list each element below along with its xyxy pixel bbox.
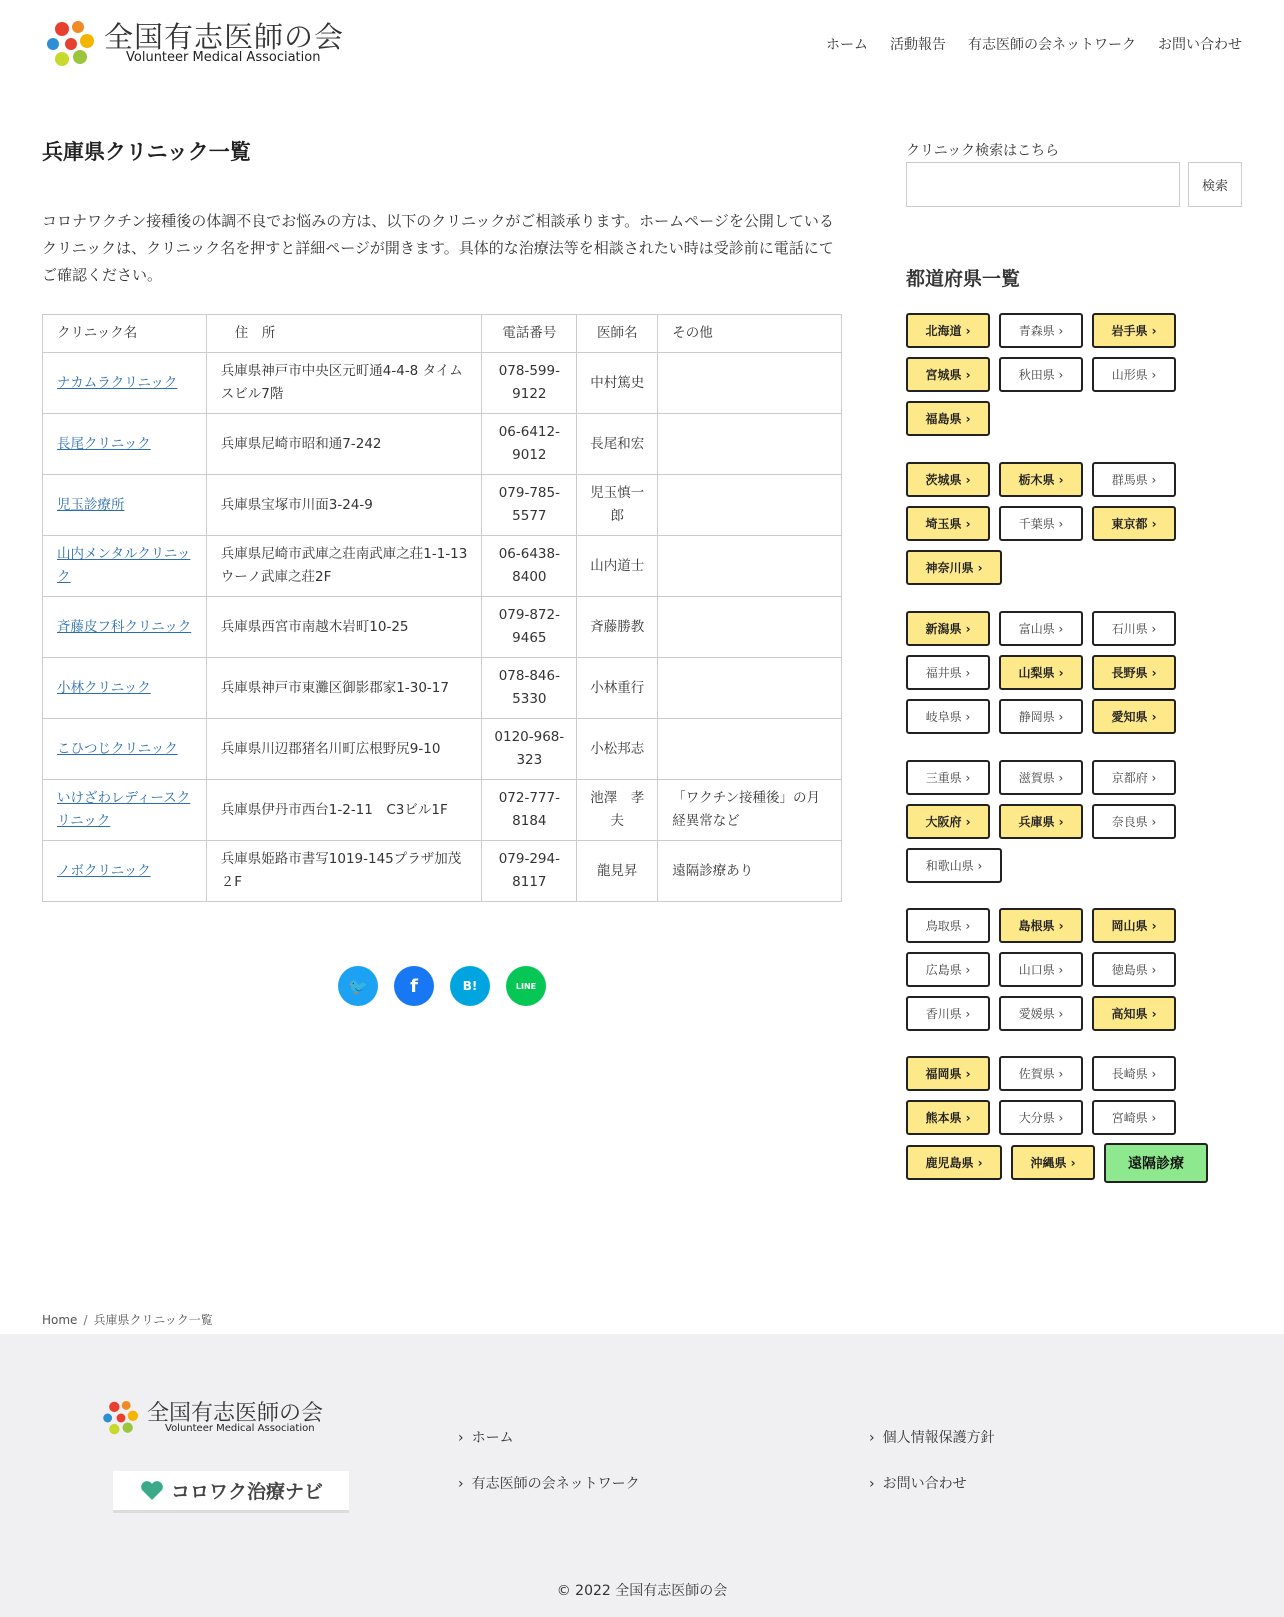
clinic-name-link-cell	[43, 414, 207, 475]
prefecture-button[interactable]: 大阪府 ›	[906, 804, 990, 839]
table-row	[43, 658, 842, 719]
prefecture-button[interactable]: 愛知県 ›	[1092, 699, 1176, 734]
clinic-doctor: 斉藤勝教	[590, 618, 645, 635]
table-row	[43, 536, 842, 597]
footer-link-network[interactable]	[458, 1473, 640, 1493]
prefecture-button[interactable]: 山口県 ›	[999, 952, 1083, 987]
prefecture-button[interactable]: 愛媛県 ›	[999, 996, 1083, 1031]
clinic-doctor: 池澤 孝夫	[590, 790, 645, 829]
clinic-other-cell	[658, 597, 842, 658]
clinic-doctor: 長尾和宏	[590, 435, 645, 452]
clinic-name-link-cell	[43, 841, 207, 902]
line-icon[interactable]	[506, 966, 546, 1006]
clinic-address: 兵庫県神戸市東灘区御影郡家1-30-17	[220, 679, 449, 696]
clinic-address-cell	[206, 597, 482, 658]
prefecture-button[interactable]: 埼玉県 ›	[906, 506, 990, 541]
clinic-name-link[interactable]: ナカムラクリニック	[57, 374, 178, 391]
clinic-phone: 06-6412-9012	[498, 424, 560, 463]
search-button[interactable]: 検索	[1188, 162, 1242, 207]
clinic-name-link-cell	[43, 658, 207, 719]
clinic-doctor: 小林重行	[590, 679, 645, 696]
clinic-address: 兵庫県西宮市南越木岩町10-25	[220, 618, 409, 635]
prefecture-button[interactable]: 広島県 ›	[906, 952, 990, 987]
prefecture-button[interactable]: 千葉県 ›	[999, 506, 1083, 541]
table-row	[43, 597, 842, 658]
header-doctor: 医師名	[577, 315, 658, 353]
clinic-phone-cell	[482, 597, 577, 658]
clinic-address: 兵庫県尼崎市昭和通7-242	[220, 435, 382, 452]
nav-network[interactable]: 有志医師の会ネットワーク	[968, 37, 1136, 53]
clinic-phone: 078-846-5330	[498, 668, 560, 707]
nav-home[interactable]: ホーム	[826, 37, 868, 53]
prefecture-button[interactable]: 秋田県 ›	[999, 357, 1083, 392]
clinic-address: 兵庫県尼崎市武庫之荘南武庫之荘1-1-13ウーノ武庫之荘2F	[220, 546, 468, 585]
prefecture-button[interactable]: 岡山県 ›	[1092, 908, 1176, 943]
clinic-name-link-cell	[43, 353, 207, 414]
clinic-address-cell	[206, 475, 482, 536]
breadcrumb	[42, 1311, 213, 1328]
clinic-doctor-cell	[577, 719, 658, 780]
prefecture-button[interactable]: 山形県 ›	[1092, 357, 1176, 392]
clinic-address: 兵庫県伊丹市西台1-2-11 C3ビル1F	[220, 801, 448, 818]
clinic-address-cell	[206, 658, 482, 719]
prefecture-button[interactable]: 長崎県 ›	[1092, 1056, 1176, 1091]
prefecture-button[interactable]: 栃木県 ›	[999, 462, 1083, 497]
site-footer	[0, 1334, 1284, 1617]
search-input[interactable]	[906, 162, 1180, 207]
clinic-other-cell	[658, 658, 842, 719]
clinic-address-cell	[206, 841, 482, 902]
prefecture-button[interactable]: 富山県 ›	[999, 611, 1083, 646]
logo-mark-icon	[44, 17, 98, 71]
clinic-other-cell	[658, 780, 842, 841]
clinic-phone: 079-872-9465	[498, 607, 560, 646]
prefecture-button[interactable]: 和歌山県 ›	[906, 848, 1002, 883]
site-header	[0, 0, 1284, 90]
clinic-doctor: 児玉慎一郎	[590, 485, 645, 524]
nav-contact[interactable]: お問い合わせ	[1158, 37, 1242, 53]
prefecture-list-title: 都道府県一覧	[906, 268, 1021, 290]
clinic-phone-cell	[482, 536, 577, 597]
facebook-glyph: f	[410, 975, 418, 997]
heart-icon	[139, 1480, 165, 1502]
prefecture-button[interactable]: 滋賀県 ›	[999, 760, 1083, 795]
clinic-phone: 0120-968-323	[494, 729, 565, 768]
clinic-address: 兵庫県姫路市書写1019-145プラザ加茂２F	[220, 851, 462, 890]
prefecture-button[interactable]: 福島県 ›	[906, 401, 990, 436]
prefecture-button[interactable]: 福岡県 ›	[906, 1056, 990, 1091]
clinic-address-cell	[206, 536, 482, 597]
prefecture-button[interactable]: 群馬県 ›	[1092, 462, 1176, 497]
prefecture-button[interactable]: 静岡県 ›	[999, 699, 1083, 734]
prefecture-button[interactable]: 島根県 ›	[999, 908, 1083, 943]
chevron-right-icon: ›	[458, 1430, 464, 1446]
prefecture-button[interactable]: 徳島県 ›	[1092, 952, 1176, 987]
table-row	[43, 353, 842, 414]
prefecture-button[interactable]: 神奈川県 ›	[906, 550, 1002, 585]
clinic-name-link[interactable]: 児玉診療所	[57, 496, 125, 513]
site-logo[interactable]	[44, 15, 364, 71]
clinic-name-link-cell	[43, 536, 207, 597]
clinic-name-link[interactable]: 小林クリニック	[57, 679, 151, 696]
prefecture-button[interactable]: 東京都 ›	[1092, 506, 1176, 541]
table-row	[43, 841, 842, 902]
footer-link-contact[interactable]	[869, 1473, 967, 1493]
logo-subtitle: Volunteer Medical Association	[126, 50, 321, 65]
prefecture-button[interactable]: 宮城県 ›	[906, 357, 990, 392]
twitter-icon[interactable]	[338, 966, 378, 1006]
clinic-address: 兵庫県宝塚市川面3-24-9	[220, 496, 373, 513]
clinic-phone: 078-599-9122	[498, 363, 560, 402]
corowaku-navi-banner[interactable]	[113, 1471, 349, 1513]
page-title: 兵庫県クリニック一覧	[42, 140, 251, 164]
remote-consultation-button[interactable]: 遠隔診療	[1104, 1143, 1208, 1183]
chevron-right-icon: ›	[458, 1476, 464, 1492]
prefecture-button[interactable]: 宮崎県 ›	[1092, 1100, 1176, 1135]
prefecture-button[interactable]: 茨城県 ›	[906, 462, 990, 497]
clinic-name-link-cell	[43, 475, 207, 536]
footer-link-label: 有志医師の会ネットワーク	[471, 1476, 640, 1492]
prefecture-button[interactable]: 香川県 ›	[906, 996, 990, 1031]
breadcrumb-current: 兵庫県クリニック一覧	[93, 1313, 213, 1327]
clinic-doctor-cell	[577, 841, 658, 902]
clinic-address-cell	[206, 353, 482, 414]
clinic-name-link-cell	[43, 780, 207, 841]
clinic-other-cell	[658, 536, 842, 597]
header-phone: 電話番号	[482, 315, 577, 353]
twitter-glyph: 🐦	[348, 976, 368, 996]
clinic-phone-cell	[482, 353, 577, 414]
clinic-doctor-cell	[577, 597, 658, 658]
clinic-address-cell	[206, 414, 482, 475]
table-row	[43, 780, 842, 841]
prefecture-button[interactable]: 山梨県 ›	[999, 655, 1083, 690]
prefecture-button[interactable]: 青森県 ›	[999, 313, 1083, 348]
clinic-doctor-cell	[577, 414, 658, 475]
clinic-name-link[interactable]: 山内メンタルクリニック	[57, 546, 191, 585]
prefecture-button[interactable]: 三重県 ›	[906, 760, 990, 795]
intro-text: コロナワクチン接種後の体調不良でお悩みの方は、以下のクリニックがご相談承ります。ホームページを公開しているクリニックは、クリニック名を押すと詳細ページが開きます。具体的な治療法等を相談されたい時は受診前に電話にてご確認ください。	[42, 212, 834, 284]
clinic-other-cell	[658, 414, 842, 475]
header-address: 住 所	[206, 315, 482, 353]
footer-link-privacy[interactable]	[869, 1427, 995, 1447]
clinic-address-cell	[206, 719, 482, 780]
clinic-name-link[interactable]: いけざわレディースクリニック	[57, 790, 191, 829]
clinic-table	[42, 314, 842, 902]
clinic-name-link[interactable]: 長尾クリニック	[57, 435, 151, 452]
clinic-address: 兵庫県川辺郡猪名川町広根野尻9-10	[220, 740, 441, 757]
prefecture-button[interactable]: 鳥取県 ›	[906, 908, 990, 943]
line-glyph: LINE	[515, 981, 537, 991]
header-clinic-name: クリニック名	[43, 315, 207, 353]
clinic-doctor: 小松邦志	[590, 740, 645, 757]
chevron-right-icon: ›	[869, 1430, 875, 1446]
prefecture-button[interactable]: 沖縄県 ›	[1011, 1145, 1095, 1180]
nav-activity-report[interactable]: 活動報告	[890, 37, 946, 53]
search-label: クリニック検索はこちら	[906, 143, 1060, 159]
clinic-phone-cell	[482, 475, 577, 536]
clinic-phone-cell	[482, 719, 577, 780]
banner-text: コロワク治療ナビ	[170, 1481, 323, 1503]
footer-link-home[interactable]	[458, 1427, 514, 1447]
table-row	[43, 719, 842, 780]
clinic-name-link-cell	[43, 597, 207, 658]
prefecture-button[interactable]: 岐阜県 ›	[906, 699, 990, 734]
hatena-bookmark-glyph: B!	[462, 979, 478, 993]
breadcrumb-separator: /	[83, 1313, 88, 1327]
clinic-doctor-cell	[577, 536, 658, 597]
clinic-doctor-cell	[577, 475, 658, 536]
footer-link-label: ホーム	[471, 1430, 514, 1446]
prefecture-button[interactable]: 大分県 ›	[999, 1100, 1083, 1135]
clinic-phone-cell	[482, 841, 577, 902]
clinic-phone: 079-294-8117	[498, 851, 560, 890]
clinic-doctor: 山内道士	[590, 557, 645, 574]
main-nav	[826, 34, 1242, 54]
clinic-address: 兵庫県神戸市中央区元町通4-4-8 タイムスビル7階	[220, 363, 463, 402]
prefecture-button[interactable]: 北海道 ›	[906, 313, 990, 348]
prefecture-button[interactable]: 奈良県 ›	[1092, 804, 1176, 839]
breadcrumb-home[interactable]: Home	[42, 1313, 78, 1327]
prefecture-button[interactable]: 佐賀県 ›	[999, 1056, 1083, 1091]
clinic-name-link-cell	[43, 719, 207, 780]
prefecture-button[interactable]: 福井県 ›	[906, 655, 990, 690]
prefecture-button[interactable]: 長野県 ›	[1092, 655, 1176, 690]
copyright: © 2022 全国有志医師の会	[556, 1583, 728, 1599]
hatena-bookmark-icon[interactable]	[450, 966, 490, 1006]
prefecture-button[interactable]: 鹿児島県 ›	[906, 1145, 1002, 1180]
clinic-doctor: 中村篤史	[590, 374, 645, 391]
prefecture-button[interactable]: 石川県 ›	[1092, 611, 1176, 646]
footer-link-label: 個人情報保護方針	[882, 1430, 995, 1446]
footer-logo-mark-icon	[101, 1398, 141, 1438]
table-row	[43, 414, 842, 475]
prefecture-button[interactable]: 新潟県 ›	[906, 611, 990, 646]
clinic-other-cell	[658, 475, 842, 536]
footer-logo-title: 全国有志医師の会	[147, 1401, 324, 1426]
clinic-phone: 079-785-5577	[498, 485, 560, 524]
clinic-name-link[interactable]: こひつじクリニック	[57, 740, 178, 757]
header-other: その他	[658, 315, 842, 353]
table-row	[43, 475, 842, 536]
clinic-other-cell	[658, 353, 842, 414]
facebook-icon[interactable]	[394, 966, 434, 1006]
footer-logo-subtitle: Volunteer Medical Association	[165, 1423, 315, 1434]
clinic-other: 遠隔診療あり	[672, 862, 754, 879]
prefecture-button[interactable]: 高知県 ›	[1092, 996, 1176, 1031]
clinic-doctor-cell	[577, 353, 658, 414]
chevron-right-icon: ›	[869, 1476, 875, 1492]
clinic-other: 「ワクチン接種後」の月経異常など	[672, 790, 821, 829]
clinic-other-cell	[658, 719, 842, 780]
prefecture-button[interactable]: 熊本県 ›	[906, 1100, 990, 1135]
clinic-phone-cell	[482, 780, 577, 841]
prefecture-button[interactable]: 兵庫県 ›	[999, 804, 1083, 839]
logo-title: 全国有志医師の会	[104, 20, 345, 54]
clinic-phone: 072-777-8184	[498, 790, 560, 829]
clinic-name-link[interactable]: 斉藤皮フ科クリニック	[57, 618, 192, 635]
footer-link-label: お問い合わせ	[882, 1476, 967, 1492]
clinic-name-link[interactable]: ノボクリニック	[57, 862, 151, 879]
clinic-phone-cell	[482, 658, 577, 719]
prefecture-button[interactable]: 京都府 ›	[1092, 760, 1176, 795]
clinic-doctor: 龍見昇	[597, 862, 638, 879]
prefecture-button[interactable]: 岩手県 ›	[1092, 313, 1176, 348]
share-buttons	[338, 966, 546, 1006]
footer-logo[interactable]	[101, 1396, 341, 1440]
clinic-phone-cell	[482, 414, 577, 475]
clinic-address-cell	[206, 780, 482, 841]
table-header-row	[43, 315, 842, 353]
clinic-other-cell	[658, 841, 842, 902]
clinic-doctor-cell	[577, 780, 658, 841]
clinic-phone: 06-6438-8400	[498, 546, 560, 585]
clinic-doctor-cell	[577, 658, 658, 719]
